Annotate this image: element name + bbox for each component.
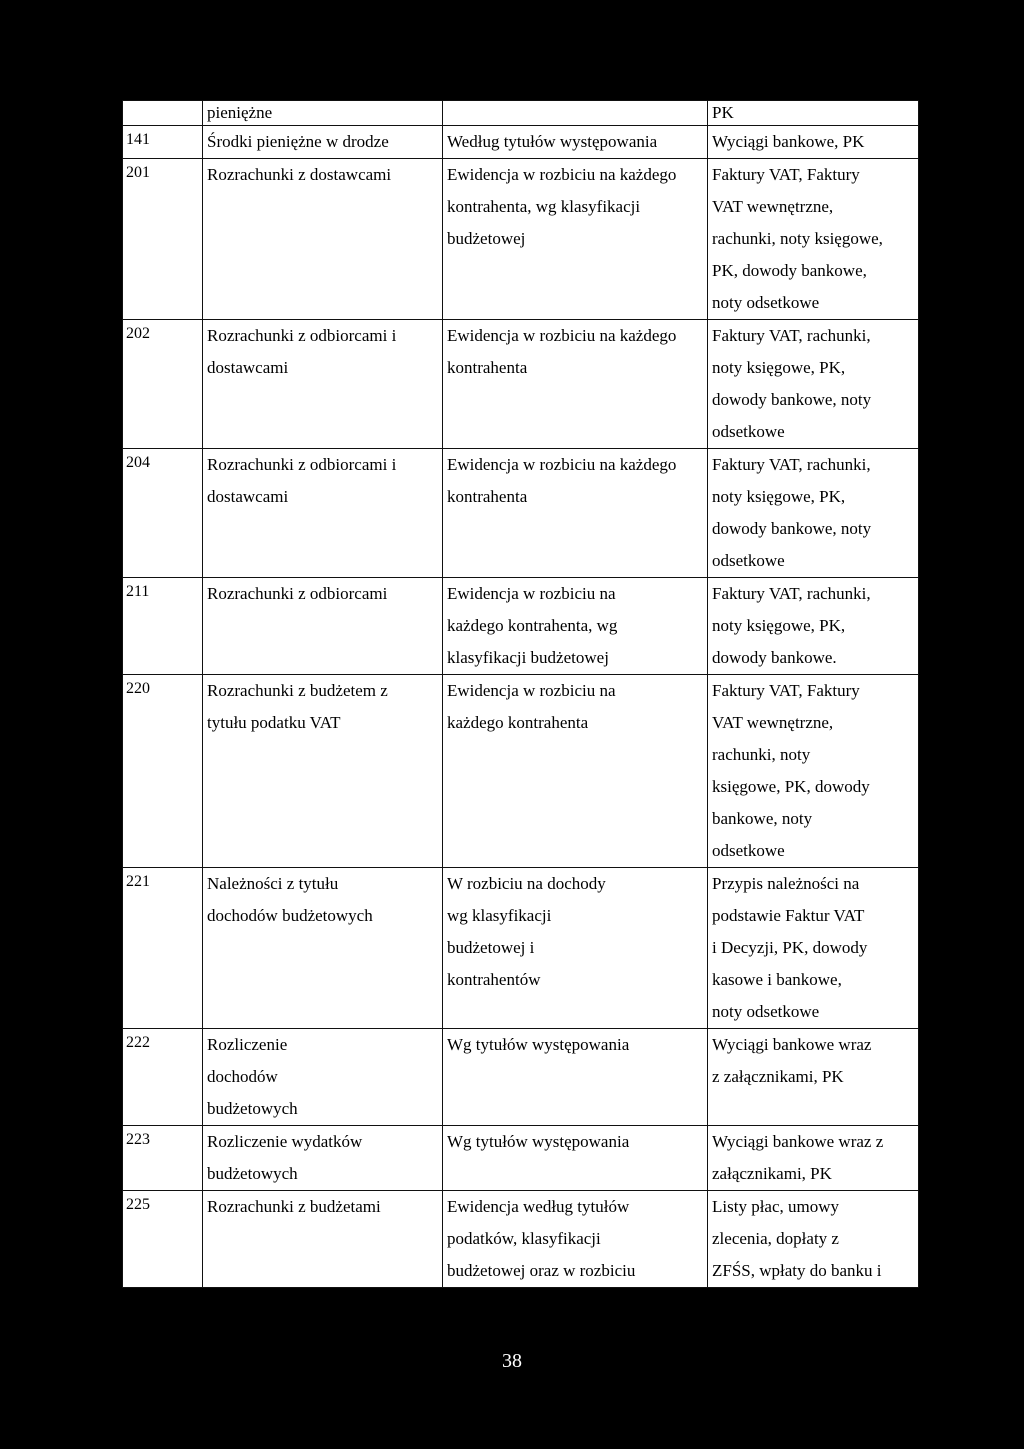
account-name-cell (203, 126, 443, 159)
cell-line: rachunki, noty księgowe, (712, 229, 883, 248)
cell-line: zlecenia, dopłaty z (712, 1229, 839, 1248)
documents-cell (708, 1191, 919, 1288)
cell-line: Rozrachunki z budżetami (207, 1197, 381, 1216)
cell-line: Rozrachunki z odbiorcami (207, 584, 388, 603)
account-number-cell: 204 (123, 449, 203, 578)
cell-line: Rozrachunki z odbiorcami i (207, 326, 397, 345)
cell-line: Należności z tytułu (207, 874, 339, 893)
table-row (123, 449, 919, 578)
account-name-cell (203, 1126, 443, 1191)
documents-cell (708, 449, 919, 578)
cell-line: noty odsetkowe (712, 1002, 820, 1021)
cell-line: odsetkowe (712, 841, 785, 860)
table-row (123, 1126, 919, 1191)
account-number-cell: 225 (123, 1191, 203, 1288)
cell-line: każdego kontrahenta, wg (447, 616, 618, 635)
account-name-cell (203, 449, 443, 578)
cell-line: Ewidencja w rozbiciu na każdego (447, 165, 677, 184)
account-number-cell: 221 (123, 868, 203, 1029)
accounts-table (122, 100, 919, 1288)
cell-line: kontrahentów (447, 970, 541, 989)
records-cell (443, 675, 708, 868)
records-cell (443, 1126, 708, 1191)
account-name-cell (203, 320, 443, 449)
table-row (123, 675, 919, 868)
cell-line: odsetkowe (712, 422, 785, 441)
cell-line: księgowe, PK, dowody (712, 777, 870, 796)
records-cell (443, 868, 708, 1029)
account-number-cell: 223 (123, 1126, 203, 1191)
cell-line: Ewidencja w rozbiciu na (447, 584, 616, 603)
cell-line: Ewidencja w rozbiciu na każdego (447, 455, 677, 474)
cell-line: Wyciągi bankowe, PK (712, 132, 865, 151)
cell-line: Faktury VAT, rachunki, (712, 326, 871, 345)
documents-cell: PK (708, 101, 919, 126)
cell-line: dostawcami (207, 487, 289, 506)
account-number-cell: 211 (123, 578, 203, 675)
account-number-cell: 141 (123, 126, 203, 159)
cell-line: Wg tytułów występowania (447, 1035, 630, 1054)
account-name-cell (203, 159, 443, 320)
cell-line: klasyfikacji budżetowej (447, 648, 609, 667)
cell-line: Rozrachunki z dostawcami (207, 165, 392, 184)
cell-line: budżetowej oraz w rozbiciu (447, 1261, 636, 1280)
table-row (123, 578, 919, 675)
cell-line: Listy płac, umowy (712, 1197, 840, 1216)
records-cell (443, 320, 708, 449)
cell-line: ZFŚS, wpłaty do banku i (712, 1261, 882, 1280)
cell-line: Faktury VAT, Faktury (712, 681, 860, 700)
cell-line: dostawcami (207, 358, 289, 377)
cell-line: Ewidencja według tytułów (447, 1197, 630, 1216)
cell-line: załącznikami, PK (712, 1164, 832, 1183)
cell-line: Wyciągi bankowe wraz z (712, 1132, 884, 1151)
cell-line: Środki pieniężne w drodze (207, 132, 389, 151)
cell-line: VAT wewnętrzne, (712, 197, 834, 216)
cell-line: Ewidencja w rozbiciu na każdego (447, 326, 677, 345)
documents-cell (708, 1126, 919, 1191)
cell-line: budżetowej i (447, 938, 535, 957)
documents-cell (708, 126, 919, 159)
cell-line: kontrahenta, wg klasyfikacji (447, 197, 641, 216)
cell-line: budżetowych (207, 1099, 298, 1118)
documents-cell (708, 1029, 919, 1126)
table-row (123, 320, 919, 449)
cell-line: noty odsetkowe (712, 293, 820, 312)
account-name-cell (203, 868, 443, 1029)
documents-cell (708, 159, 919, 320)
table-row (123, 1029, 919, 1126)
account-number-cell (123, 101, 203, 126)
cell-line: noty księgowe, PK, (712, 616, 846, 635)
cell-line: Rozliczenie (207, 1035, 288, 1054)
account-name-cell: pieniężne (203, 101, 443, 126)
cell-line: noty księgowe, PK, (712, 358, 846, 377)
table-row (123, 159, 919, 320)
records-cell (443, 1191, 708, 1288)
cell-line: Wyciągi bankowe wraz (712, 1035, 872, 1054)
cell-line: Według tytułów występowania (447, 132, 658, 151)
cell-line: VAT wewnętrzne, (712, 713, 834, 732)
account-number-cell: 220 (123, 675, 203, 868)
cell-line: podstawie Faktur VAT (712, 906, 865, 925)
cell-line: dochodów budżetowych (207, 906, 373, 925)
cell-line: Faktury VAT, Faktury (712, 165, 860, 184)
cell-line: Rozliczenie wydatków (207, 1132, 363, 1151)
cell-line: z załącznikami, PK (712, 1067, 844, 1086)
account-name-cell (203, 1029, 443, 1126)
table-row (123, 1191, 919, 1288)
cell-line: bankowe, noty (712, 809, 813, 828)
cell-line: kontrahenta (447, 487, 528, 506)
cell-line: wg klasyfikacji (447, 906, 552, 925)
cell-line: kasowe i bankowe, (712, 970, 842, 989)
cell-line: rachunki, noty (712, 745, 811, 764)
cell-line: dochodów (207, 1067, 278, 1086)
cell-line: budżetowej (447, 229, 526, 248)
table-row (123, 101, 919, 126)
cell-line: każdego kontrahenta (447, 713, 589, 732)
cell-line: noty księgowe, PK, (712, 487, 846, 506)
account-number-cell: 202 (123, 320, 203, 449)
records-cell (443, 1029, 708, 1126)
account-number-cell: 201 (123, 159, 203, 320)
cell-line: Przypis należności na (712, 874, 860, 893)
cell-line: Rozrachunki z odbiorcami i (207, 455, 397, 474)
documents-cell (708, 320, 919, 449)
account-name-cell (203, 1191, 443, 1288)
account-name-cell (203, 675, 443, 868)
cell-line: podatków, klasyfikacji (447, 1229, 601, 1248)
table-row (123, 868, 919, 1029)
cell-line: PK, dowody bankowe, (712, 261, 867, 280)
cell-line: dowody bankowe, noty (712, 390, 872, 409)
page-number: 38 (502, 1350, 522, 1372)
cell-line: i Decyzji, PK, dowody (712, 938, 868, 957)
cell-line: Ewidencja w rozbiciu na (447, 681, 616, 700)
records-cell (443, 126, 708, 159)
records-cell (443, 101, 708, 126)
documents-cell (708, 578, 919, 675)
cell-line: Wg tytułów występowania (447, 1132, 630, 1151)
cell-line: odsetkowe (712, 551, 785, 570)
records-cell (443, 449, 708, 578)
cell-line: dowody bankowe, noty (712, 519, 872, 538)
documents-cell (708, 868, 919, 1029)
cell-line: kontrahenta (447, 358, 528, 377)
cell-line: Faktury VAT, rachunki, (712, 584, 871, 603)
documents-cell (708, 675, 919, 868)
cell-line: budżetowych (207, 1164, 298, 1183)
records-cell (443, 159, 708, 320)
account-number-cell: 222 (123, 1029, 203, 1126)
account-name-cell (203, 578, 443, 675)
cell-line: Rozrachunki z budżetem z (207, 681, 388, 700)
cell-line: W rozbiciu na dochody (447, 874, 606, 893)
records-cell (443, 578, 708, 675)
cell-line: dowody bankowe. (712, 648, 837, 667)
cell-line: Faktury VAT, rachunki, (712, 455, 871, 474)
table-row (123, 126, 919, 159)
cell-line: tytułu podatku VAT (207, 713, 341, 732)
